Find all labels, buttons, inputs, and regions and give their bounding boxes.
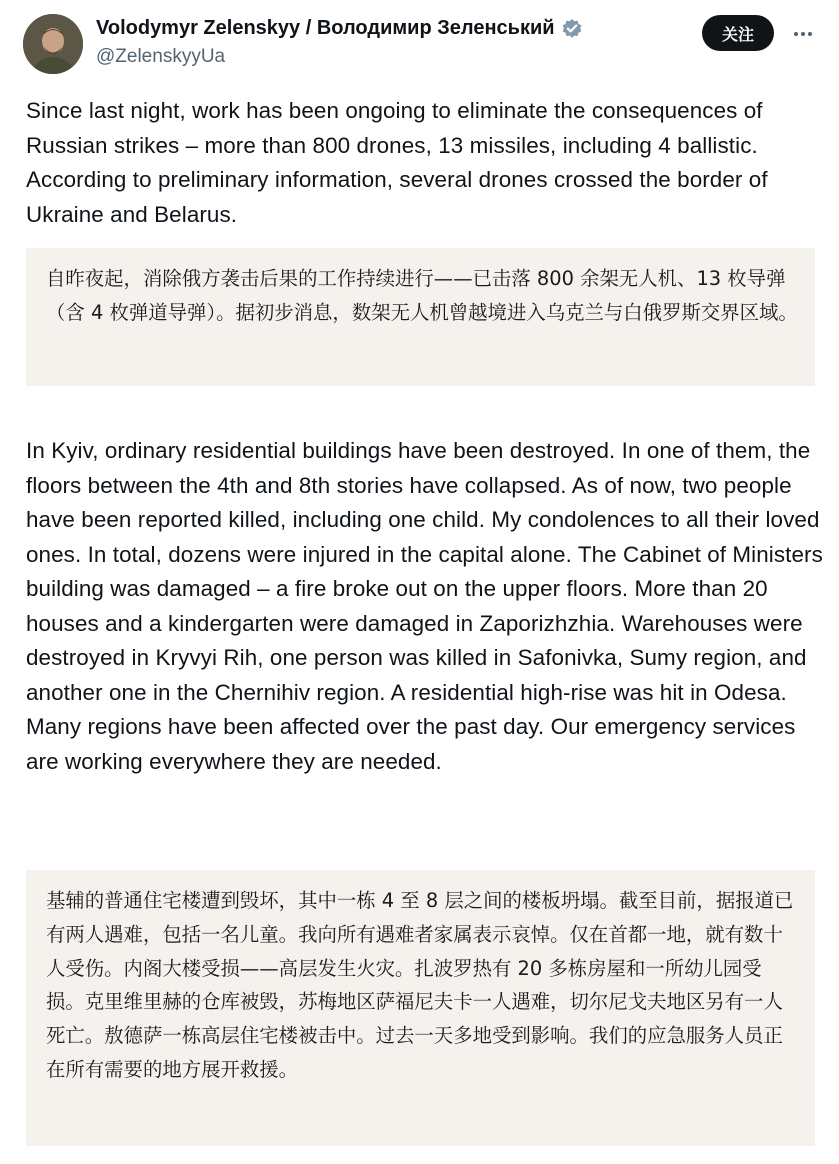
translation-paragraph-1: 自昨夜起，消除俄方袭击后果的工作持续进行——已击落 800 余架无人机、13 枚导弹（含 4 枚弹道导弹）。据初步消息，数架无人机曾越境进入乌克兰与白俄罗斯交界区域。	[26, 248, 815, 386]
more-horizontal-icon	[794, 32, 798, 36]
post-header	[0, 0, 839, 90]
avatar[interactable]	[23, 14, 83, 74]
follow-button[interactable]: 关注	[702, 15, 774, 51]
author-display-name[interactable]: Volodymyr Zelenskyy / Володимир Зеленський	[96, 17, 555, 39]
author-name-row	[96, 17, 583, 40]
post-paragraph-2: In Kyiv, ordinary residential buildings have been destroyed. In one of them, the floors between the 4th and 8th stories have collapsed. As of now, two people have been reported killed, including one child. My condolences to all their loved ones. In total, dozens were injured in the capital alone. The Cabinet of Ministers building was damaged – a fire broke out on the upper floors. More than 20 houses and a kindergarten were damaged in Zaporizhzhia. Warehouses were destroyed in Kryvyi Rih, one person was killed in Safonivka, Sumy region, and another one in the Chernihiv region. A residential high-rise was hit in Odesa. Many regions have been affected over the past day. Our emergency services are working everywhere they are needed.	[26, 438, 823, 774]
author-handle[interactable]: @ZelenskyyUa	[96, 46, 226, 67]
avatar-portrait-icon	[23, 14, 83, 74]
more-options-button[interactable]	[788, 22, 818, 46]
more-horizontal-icon-dot	[801, 32, 805, 36]
post-paragraph-1: Since last night, work has been ongoing to eliminate the consequences of Russian strikes – more than 800 drones, 13 missiles, including 4 ballistic. According to preliminary information, several drones crossed the border of Ukraine and Belarus.	[26, 98, 768, 227]
more-horizontal-icon-dot	[808, 32, 812, 36]
translation-paragraph-2: 基辅的普通住宅楼遭到毁坏，其中一栋 4 至 8 层之间的楼板坍塌。截至目前，据报道已有两人遇难，包括一名儿童。我向所有遇难者家属表示哀悼。仅在首都一地，就有数十人受伤。内阁大楼受损——高层发生火灾。扎波罗热有 20 多栋房屋和一所幼儿园受损。克里维里赫的仓库被毁，苏梅地区萨福尼夫卡一人遇难，切尔尼戈夫地区另有一人死亡。敖德萨一栋高层住宅楼被击中。过去一天多地受到影响。我们的应急服务人员正在所有需要的地方展开救援。	[26, 870, 815, 1146]
verified-badge-icon	[561, 18, 583, 40]
